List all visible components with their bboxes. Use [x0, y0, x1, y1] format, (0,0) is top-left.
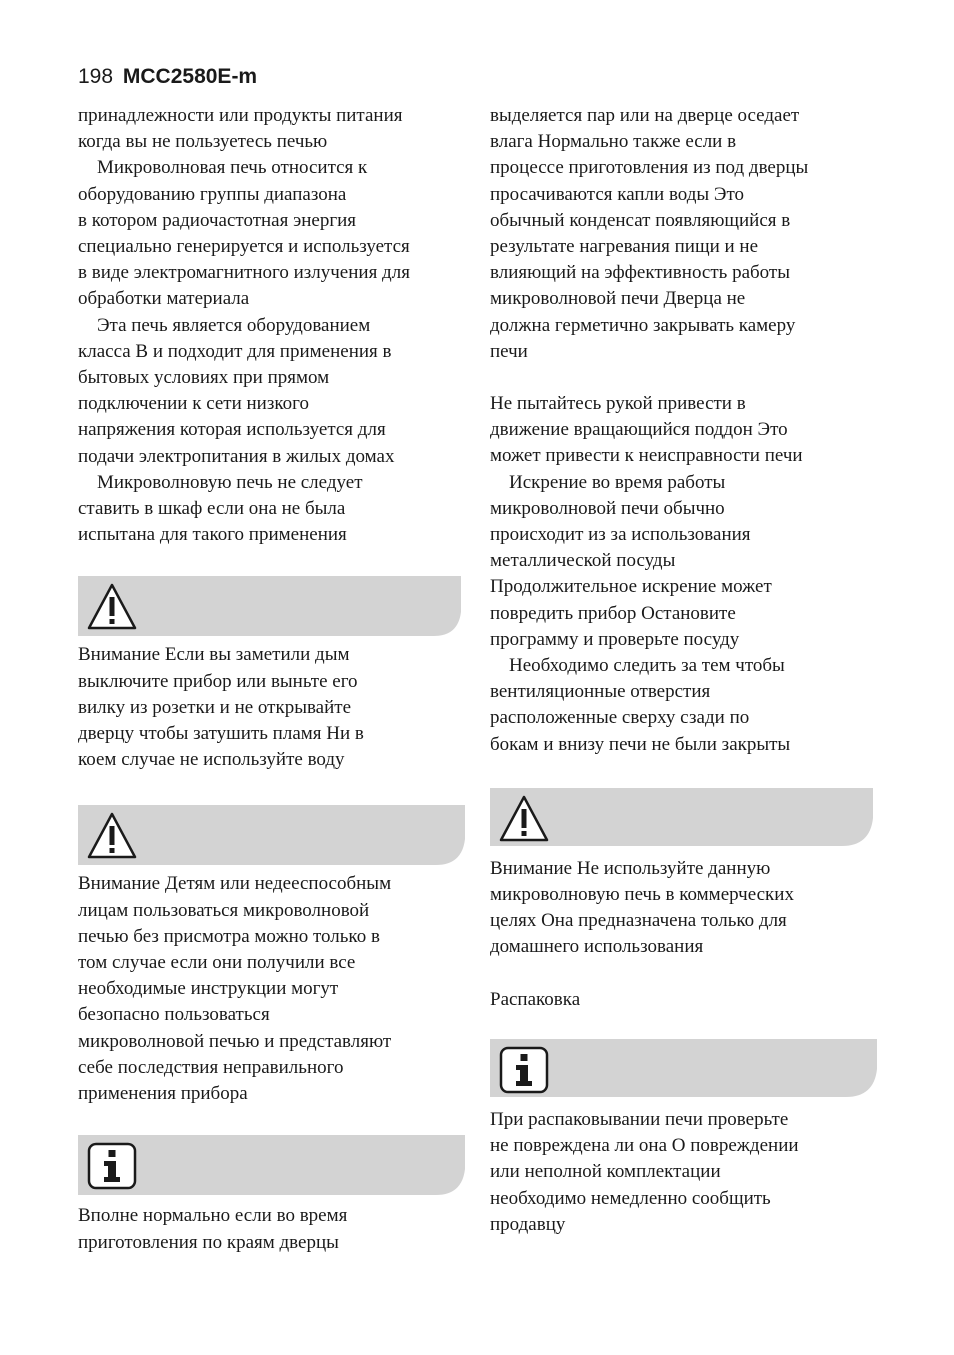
- text-line: Микроволновую печь не следует: [97, 471, 363, 493]
- text-line: вилку из розетки и не открывайте: [78, 696, 352, 718]
- text-line: специально генерируется и используется: [78, 236, 410, 258]
- text-line: класса B и подходит для применения в: [78, 340, 392, 362]
- text-line: расположенные сверху сзади по: [490, 707, 750, 729]
- text-line: подключении к сети низкого: [78, 393, 309, 415]
- text-line: оборудованию группы диапазона: [78, 183, 347, 205]
- text-line: необходимые инструкции могут: [78, 978, 339, 1000]
- text-line: безопасно пользоваться: [78, 1004, 270, 1026]
- text-line: подачи электропитания в жилых домах: [78, 445, 395, 467]
- text-line: печью без присмотра можно только в: [78, 925, 380, 947]
- text-line: Искрение во время работы: [509, 471, 726, 493]
- text-line: себе последствия неправильного: [78, 1056, 344, 1078]
- section-heading-unpacking: Распаковка: [490, 988, 581, 1010]
- text-line: коем случае не используйте воду: [78, 749, 345, 771]
- text-line: бокам и внизу печи не были закрыты: [490, 733, 791, 755]
- text-line: микроволновой печи Дверца не: [490, 288, 746, 310]
- text-line: обычный конденсат появляющийся в: [490, 209, 791, 231]
- text-line: происходит из за использования: [490, 524, 751, 546]
- text-line: просачиваются капли воды Это: [490, 183, 745, 205]
- model-name: MCC2580E-m: [122, 65, 258, 88]
- page-number: 198: [78, 65, 114, 88]
- text-line: в котором радиочастотная энергия: [78, 209, 357, 231]
- text-line: микроволновой печью и представляют: [78, 1030, 392, 1052]
- text-line: повредить прибор Остановите: [490, 602, 736, 624]
- text-line: Вполне нормально если во время: [78, 1205, 348, 1227]
- text-line: или неполной комплектации: [490, 1161, 721, 1183]
- text-line: ставить в шкаф если она не была: [78, 498, 346, 520]
- left-column: [78, 103, 478, 1256]
- text-line: испытана для такого применения: [78, 524, 347, 546]
- text-line: должна герметично закрывать камеру: [490, 314, 796, 336]
- text-line: выключите прибор или выньте его: [78, 670, 358, 692]
- text-line: принадлежности или продукты питания: [78, 105, 403, 126]
- text-line: Внимание Детям или недееспособным: [78, 873, 392, 895]
- text-line: обработки материала: [78, 288, 250, 310]
- page-header: [78, 64, 257, 90]
- text-line: печи: [490, 340, 528, 362]
- text-line: необходимо немедленно сообщить: [490, 1187, 771, 1209]
- text-line: когда вы не пользуетесь печью: [78, 131, 328, 153]
- text-line: выделяется пар или на дверце оседает: [490, 105, 800, 126]
- warning-box: [78, 576, 478, 638]
- text-line: влага Нормально также если в: [490, 131, 737, 153]
- text-line: микроволновой печи обычно: [490, 497, 725, 519]
- text-line: результате нагревания пищи и не: [490, 236, 759, 258]
- text-line: Эта печь является оборудованием: [97, 314, 371, 336]
- text-line: При распаковывании печи проверьте: [490, 1108, 789, 1130]
- warning-triangle-icon: [86, 582, 138, 632]
- text-line: Не пытайтесь рукой привести в: [490, 393, 746, 415]
- right-column: [490, 103, 890, 1238]
- text-line: Необходимо следить за тем чтобы: [509, 655, 785, 677]
- text-line: микроволновую печь в коммерческих: [490, 884, 794, 906]
- text-line: домашнего использования: [490, 936, 704, 958]
- warning-box: [490, 788, 890, 850]
- text-line: целях Она предназначена только для: [490, 910, 787, 932]
- info-icon: [86, 1141, 138, 1191]
- text-line: влияющий на эффективность работы: [490, 262, 790, 284]
- text-line: вентиляционные отверстия: [490, 681, 711, 703]
- text-line: Внимание Не используйте данную: [490, 857, 771, 879]
- text-line: приготовления по краям дверцы: [78, 1231, 339, 1253]
- text-line: в виде электромагнитного излучения для: [78, 262, 410, 284]
- text-line: может привести к неисправности печи: [490, 445, 803, 467]
- text-line: применения прибора: [78, 1083, 248, 1105]
- text-line: движение вращающийся поддон Это: [490, 419, 788, 441]
- warning-triangle-icon: [498, 794, 550, 844]
- text-line: продавцу: [490, 1213, 566, 1235]
- info-box: [490, 1039, 890, 1101]
- text-line: Микроволновая печь относится к: [97, 157, 368, 179]
- text-line: Внимание Если вы заметили дым: [78, 644, 350, 666]
- text-line: том случае если они получили все: [78, 952, 356, 974]
- text-line: бытовых условиях при прямом: [78, 367, 330, 389]
- text-line: процессе приготовления из под дверцы: [490, 157, 809, 179]
- text-line: Продолжительное искрение может: [490, 576, 772, 598]
- text-line: напряжения которая используется для: [78, 419, 386, 441]
- text-line: металлической посуды: [490, 550, 676, 572]
- text-line: программу и проверьте посуду: [490, 628, 740, 650]
- text-line: дверцу чтобы затушить пламя Ни в: [78, 723, 364, 745]
- text-line: не повреждена ли она О повреждении: [490, 1135, 799, 1157]
- warning-triangle-icon: [86, 811, 138, 861]
- info-box: [78, 1135, 478, 1197]
- warning-box: [78, 805, 478, 867]
- text-line: лицам пользоваться микроволновой: [78, 899, 370, 921]
- info-icon: [498, 1045, 550, 1095]
